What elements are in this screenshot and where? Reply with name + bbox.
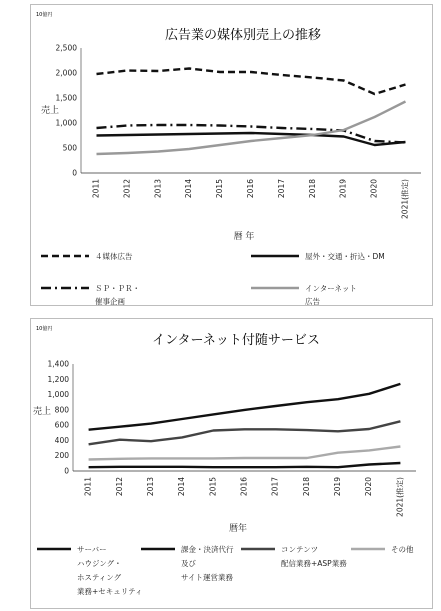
legend-label: ４媒体広告 — [95, 252, 133, 261]
y-tick-label: 0 — [64, 466, 69, 476]
x-tick-label: 2021(推定) — [400, 179, 410, 219]
x-tick-label: 2012 — [114, 477, 124, 497]
y-tick-label: 1,200 — [47, 374, 69, 384]
x-tick-label: 2018 — [307, 179, 317, 199]
unit-label: 10億円 — [36, 12, 53, 18]
legend-label: 催事企画 — [95, 297, 125, 305]
ad-sales-chart — [31, 5, 432, 305]
chart-panel-ad-sales — [30, 4, 433, 306]
y-tick-label: 600 — [54, 420, 69, 430]
y-tick-label: 1,000 — [55, 118, 77, 128]
legend-label: サイト運営業務 — [181, 573, 233, 582]
x-axis-label: 暦年 — [228, 524, 248, 534]
internet-services-chart — [31, 319, 432, 608]
y-tick-label: 0 — [72, 168, 77, 178]
x-tick-label: 2019 — [333, 477, 343, 497]
legend — [37, 544, 414, 596]
y-tick-label: 400 — [54, 435, 69, 445]
y-tick-label: 1,500 — [55, 93, 77, 103]
legend-label: ハウジング・ — [77, 559, 122, 568]
series-line — [97, 69, 406, 95]
x-tick-label: 2011 — [91, 179, 101, 199]
plot-area — [56, 44, 421, 219]
plot-area — [48, 360, 416, 517]
x-tick-label: 2015 — [215, 179, 225, 199]
legend-label: 屋外・交通・折込・DM — [305, 252, 385, 261]
legend-label: コンテンツ — [281, 545, 319, 554]
legend-label: 広告 — [305, 297, 320, 305]
legend-label: インターネット — [305, 284, 357, 293]
x-axis-label: 暦 年 — [233, 232, 255, 242]
legend-label: 配信業務+ASP業務 — [281, 559, 347, 568]
legend-label: ホスティング — [77, 573, 122, 582]
legend-label: 課金・決済代行 — [181, 545, 234, 554]
y-tick-label: 800 — [54, 405, 69, 415]
legend-label: サーバー — [77, 545, 107, 554]
legend-label: ＳＰ・ＰＲ・ — [95, 284, 140, 293]
x-tick-label: 2018 — [301, 477, 311, 497]
x-tick-label: 2021(推定) — [395, 477, 405, 517]
chart-title: 広告業の媒体別売上の推移 — [164, 28, 322, 43]
legend-label: 及び — [181, 559, 196, 568]
x-tick-label: 2014 — [184, 179, 194, 199]
x-tick-label: 2016 — [246, 179, 255, 199]
series-line — [89, 384, 401, 430]
y-tick-label: 2,000 — [55, 68, 77, 78]
y-tick-label: 1,400 — [47, 359, 69, 369]
x-tick-label: 2014 — [177, 477, 187, 497]
x-tick-label: 2016 — [239, 477, 249, 497]
x-tick-label: 2013 — [145, 477, 155, 497]
x-tick-label: 2017 — [270, 477, 280, 497]
series-line — [97, 102, 406, 155]
x-tick-label: 2012 — [122, 179, 132, 199]
y-axis-label: 売上 — [33, 407, 52, 417]
chart-title: インターネット付随サービス — [152, 333, 320, 348]
x-tick-label: 2019 — [338, 179, 348, 199]
unit-label: 10億円 — [36, 326, 53, 332]
x-tick-label: 2020 — [364, 477, 374, 497]
y-tick-label: 200 — [54, 451, 69, 461]
x-tick-label: 2015 — [208, 477, 218, 497]
x-tick-label: 2011 — [83, 477, 93, 497]
series-line — [89, 463, 401, 467]
legend-label: その他 — [391, 545, 414, 554]
x-tick-label: 2013 — [153, 179, 163, 199]
y-tick-label: 1,000 — [47, 390, 69, 400]
y-tick-label: 500 — [62, 143, 77, 153]
x-tick-label: 2017 — [276, 179, 286, 199]
chart-panel-internet-services — [30, 318, 433, 609]
y-tick-label: 2,500 — [55, 43, 77, 53]
y-axis-label: 売上 — [41, 106, 60, 116]
x-tick-label: 2020 — [369, 179, 379, 199]
legend-label: 業務+セキュリティ — [77, 587, 143, 596]
legend — [41, 251, 385, 305]
series-line — [89, 447, 401, 460]
